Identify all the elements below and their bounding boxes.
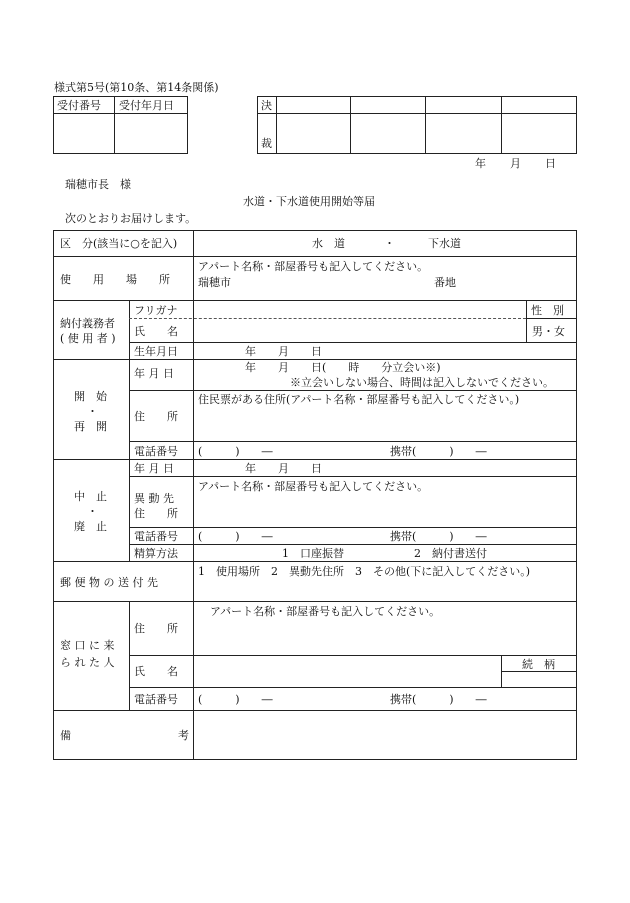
divider (350, 96, 351, 154)
visitor-phone-format: ( ) ― (198, 693, 273, 706)
location-city: 瑞穂市 (198, 276, 231, 289)
visitor-address-label: 住 所 (134, 622, 178, 635)
option-separator: ・ (384, 237, 395, 250)
option-water[interactable]: 水 道 (312, 237, 345, 250)
divider (526, 318, 577, 319)
divider (129, 544, 577, 545)
stop-dest-note: アパート名称・部屋番号も記入してください。 (198, 480, 429, 493)
settle-option-2[interactable]: 2 納付書送付 (414, 547, 487, 560)
receipt-number-field[interactable] (54, 114, 113, 153)
visitor-address-note: アパート名称・部屋番号も記入してください。 (210, 605, 441, 618)
start-date-label: 年 月 日 (134, 367, 174, 380)
date-month: 月 (510, 157, 521, 170)
gender-label: 性 別 (531, 304, 564, 317)
divider (501, 96, 502, 154)
divider (129, 687, 577, 688)
location-field[interactable] (235, 274, 425, 294)
stop-phone-format: ( ) ― (198, 530, 273, 543)
receipt-number-label: 受付番号 (57, 99, 101, 112)
date-year: 年 (475, 157, 486, 170)
addressee: 瑞穂市長 様 (65, 178, 131, 191)
date-day: 日 (545, 157, 556, 170)
receipt-date-label: 受付年月日 (119, 99, 174, 112)
divider (129, 441, 577, 442)
visitor-label: 窓 口 に 来 (60, 639, 115, 652)
start-date-format: 年 月 日( 時 分立会い※) (245, 361, 441, 374)
visitor-name-label: 氏 名 (134, 665, 178, 678)
payer-label-sub: ( 使 用 者 ) (60, 332, 116, 345)
gender-options[interactable]: 男・女 (532, 325, 565, 338)
location-banchi: 番地 (434, 276, 456, 289)
visitor-name-field[interactable] (194, 656, 500, 686)
option-sewer[interactable]: 下水道 (428, 237, 461, 250)
stop-label: 中 止 (74, 490, 107, 503)
divider (53, 601, 577, 602)
payer-label: 納付義務者 (60, 317, 115, 330)
form-number: 様式第5号(第10条、第14条関係) (54, 81, 219, 94)
start-phone-label: 電話番号 (134, 445, 178, 458)
relation-label: 続 柄 (522, 658, 555, 671)
divider (526, 300, 527, 342)
stop-mobile-format: 携帯( ) ― (390, 530, 487, 543)
divider (129, 527, 577, 528)
start-label: 開 始 (74, 390, 107, 403)
stop-date-label: 年 月 日 (134, 462, 174, 475)
stop-dest-label: 異 動 先 (134, 492, 174, 505)
classification-label: 区 分(該当に○を記入) (60, 237, 178, 250)
stop-dest-label-address: 住 所 (134, 507, 178, 520)
divider (276, 96, 277, 154)
visitor-mobile-format: 携帯( ) ― (390, 693, 487, 706)
decision-label-2: 裁 (261, 137, 272, 150)
divider (53, 256, 577, 257)
decision-label-1: 決 (261, 99, 272, 112)
start-label-restart: 再 開 (74, 420, 107, 433)
decision-box (257, 96, 577, 154)
mail-label: 郵 便 物 の 送 付 先 (60, 576, 158, 589)
divider (129, 342, 577, 343)
divider (129, 390, 577, 391)
remarks-label: 備 (60, 729, 71, 742)
payer-name-field[interactable] (194, 319, 525, 341)
intro-text: 次のとおりお届けします。 (65, 212, 197, 225)
remarks-label-2: 考 (178, 729, 189, 742)
remarks-field[interactable] (194, 711, 576, 759)
stop-label-dot: ・ (87, 505, 98, 518)
start-label-dot: ・ (87, 405, 98, 418)
relation-field[interactable] (502, 672, 576, 686)
settle-label: 精算方法 (134, 547, 178, 560)
mail-options[interactable]: 1 使用場所 2 異動先住所 3 その他(下に記入してください。) (198, 565, 531, 578)
start-address-field[interactable] (194, 408, 576, 440)
furigana-field[interactable] (194, 301, 525, 317)
start-date-note: ※立会いしない場合、時間は記入しないでください。 (290, 376, 554, 389)
stop-phone-label: 電話番号 (134, 530, 178, 543)
location-label: 使 用 場 所 (60, 273, 170, 286)
stop-address-field[interactable] (194, 495, 576, 526)
birth-label: 生年月日 (134, 345, 178, 358)
settle-option-1[interactable]: 1 口座振替 (282, 547, 344, 560)
start-mobile-format: 携帯( ) ― (390, 445, 487, 458)
birth-format: 年 月 日 (245, 345, 322, 358)
divider (257, 113, 577, 114)
stop-label-abolish: 廃 止 (74, 520, 107, 533)
divider (129, 476, 577, 477)
divider (129, 300, 130, 561)
payer-name-label: 氏 名 (134, 325, 178, 338)
start-phone-format: ( ) ― (198, 445, 273, 458)
divider (53, 359, 577, 360)
divider (425, 96, 426, 154)
divider (53, 561, 577, 562)
furigana-label: フリガナ (134, 304, 178, 317)
location-note: アパート名称・部屋番号も記入してください。 (198, 260, 429, 273)
receipt-date-field[interactable] (115, 114, 187, 153)
divider (53, 459, 577, 460)
stop-date-format: 年 月 日 (245, 462, 322, 475)
start-address-label: 住 所 (134, 410, 178, 423)
visitor-address-field[interactable] (194, 620, 576, 654)
page-title: 水道・下水道使用開始等届 (243, 195, 375, 208)
start-address-note: 住民票がある住所(アパート名称・部屋番号も記入してください。) (198, 393, 520, 406)
visitor-phone-label: 電話番号 (134, 693, 178, 706)
visitor-label-2: ら れ た 人 (60, 656, 115, 669)
